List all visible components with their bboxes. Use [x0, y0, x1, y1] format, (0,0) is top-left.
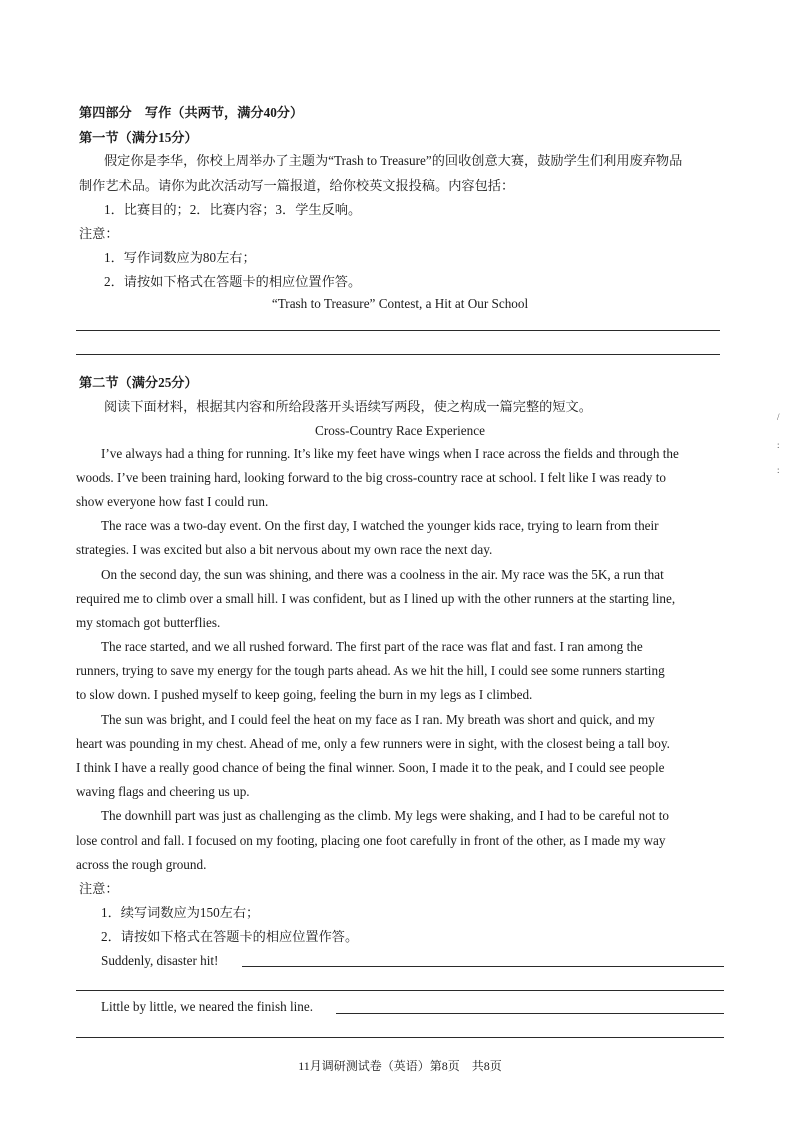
answer-line — [76, 354, 720, 355]
paragraph-1-opening: Suddenly, disaster hit! — [101, 953, 219, 968]
story-line: waving flags and cheering us up. — [76, 784, 250, 799]
story-line: my stomach got butterflies. — [76, 615, 221, 630]
section2-heading: 第二节（满分25分） — [79, 375, 198, 390]
story-line: I’ve always had a thing for running. It’s like my feet have wings when I race across the fields and through the — [101, 446, 679, 461]
scan-mark: / — [777, 412, 780, 422]
section1-heading: 第一节（满分15分） — [79, 130, 198, 145]
story-line: across the rough ground. — [76, 857, 207, 872]
section1-note-2: 2．请按如下格式在答题卡的相应位置作答。 — [104, 274, 362, 289]
story-line: heart was pounding in my chest. Ahead of me, only a few runners were in sight, with the closest being a tall boy. — [76, 736, 670, 751]
page-footer: 11月调研测试卷（英语）第8页 共8页 — [298, 1059, 502, 1073]
section2-note-2: 2．请按如下格式在答题卡的相应位置作答。 — [101, 929, 359, 944]
answer-line[interactable] — [76, 1037, 724, 1038]
story-line: The downhill part was just as challenging as the climb. My legs were shaking, and I had to be careful not to — [101, 808, 670, 823]
story-line: strategies. I was excited but also a bit nervous about my own race the next day. — [76, 542, 493, 557]
section1-note-1: 1．写作词数应为80左右； — [104, 250, 256, 265]
section2-notes-label: 注意： — [79, 881, 119, 896]
story-line: On the second day, the sun was shining, and there was a coolness in the air. My race was the 5K, a run that — [101, 567, 664, 582]
story-line: lose control and fall. I focused on my footing, placing one foot carefully in front of the other, as I made my way — [76, 833, 666, 848]
story-title: Cross-Country Race Experience — [315, 423, 485, 438]
story-line: required me to climb over a small hill. I was confident, but as I lined up with the other runners at the starting line, — [76, 591, 676, 606]
section1-content-points: 1．比赛目的；2．比赛内容；3．学生反响。 — [104, 202, 362, 217]
section2-instruction: 阅读下面材料，根据其内容和所给段落开头语续写两段，使之构成一篇完整的短文。 — [104, 399, 592, 414]
answer-line[interactable] — [336, 1013, 724, 1014]
story-line: runners, trying to save my energy for the tough parts ahead. As we hit the hill, I could see some runners starting — [76, 663, 665, 678]
section1-prompt-line-2: 制作艺术品。请你为此次活动写一篇报道，给你校英文报投稿。内容包括： — [79, 178, 515, 193]
answer-line — [76, 330, 720, 331]
story-line: The race was a two-day event. On the first day, I watched the younger kids race, trying to learn from their — [101, 518, 659, 533]
section1-essay-title: “Trash to Treasure” Contest, a Hit at Our School — [271, 296, 529, 311]
answer-line[interactable] — [76, 990, 724, 991]
story-line: to slow down. I pushed myself to keep going, feeling the burn in my legs as I climbed. — [76, 687, 533, 702]
section1-prompt-line-1: 假定你是李华，你校上周举办了主题为“Trash to Treasure”的回收创意大赛，鼓励学生们利用废弃物品 — [104, 153, 683, 168]
section1-notes-label: 注意： — [79, 226, 119, 241]
answer-line[interactable] — [242, 966, 724, 967]
section2-note-1: 1．续写词数应为150左右； — [101, 905, 260, 920]
part4-heading: 第四部分 写作（共两节，满分40分） — [79, 105, 304, 120]
story-line: show everyone how fast I could run. — [76, 494, 269, 509]
story-line: woods. I’ve been training hard, looking forward to the big cross-country race at school. I felt like I was ready to — [76, 470, 666, 485]
story-line: The race started, and we all rushed forward. The first part of the race was flat and fast. I ran among the — [101, 639, 643, 654]
story-line: I think I have a really good chance of being the final winner. Soon, I made it to the peak, and I could see people — [76, 760, 665, 775]
scan-mark: : — [777, 465, 780, 475]
paragraph-2-opening: Little by little, we neared the finish line. — [101, 999, 314, 1014]
scan-mark: : — [777, 440, 780, 450]
story-line: The sun was bright, and I could feel the heat on my face as I ran. My breath was short and quick, and my — [101, 712, 655, 727]
